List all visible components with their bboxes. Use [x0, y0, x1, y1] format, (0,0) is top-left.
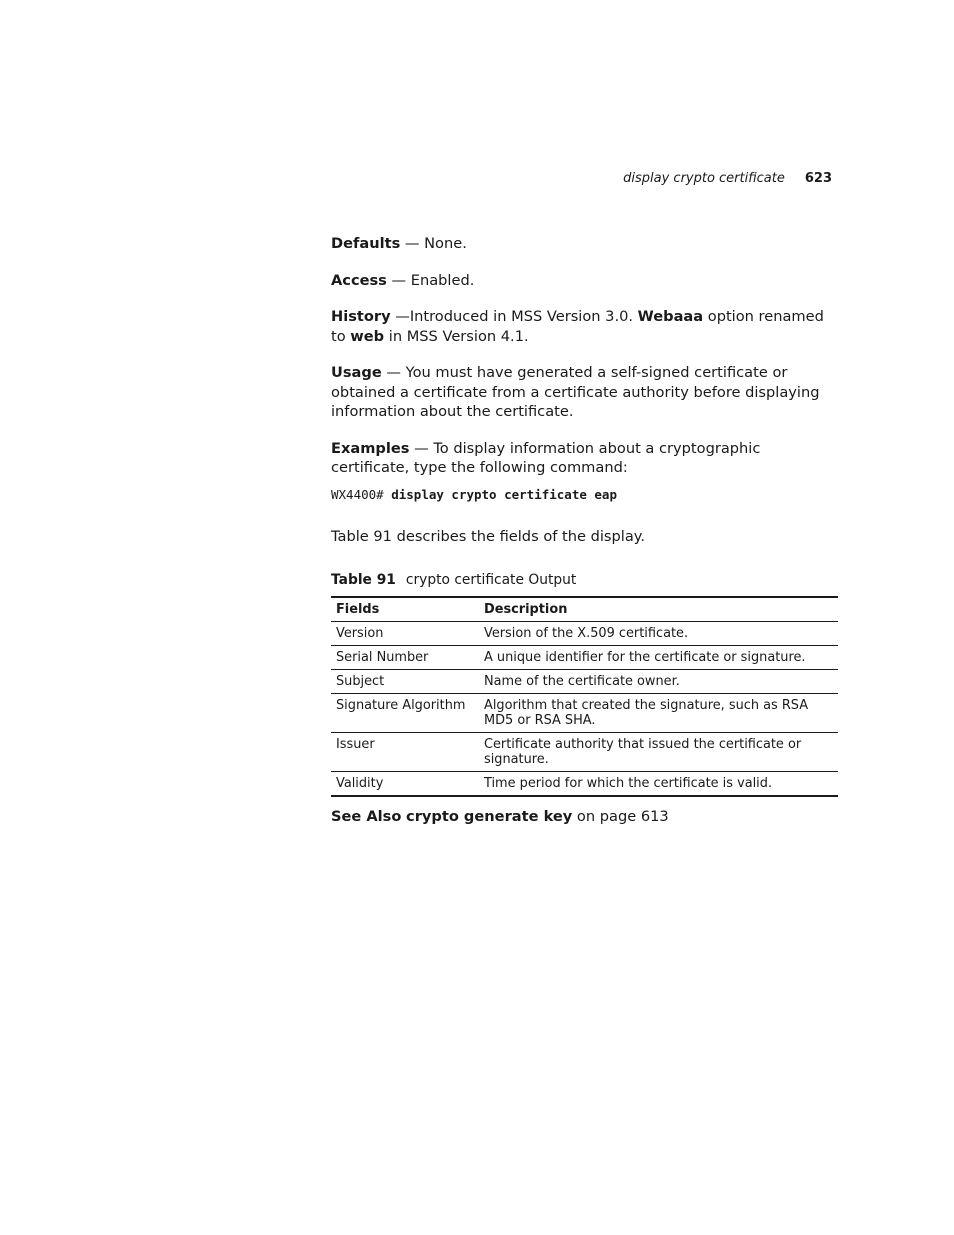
field-description: Name of the certificate owner.: [479, 670, 838, 694]
page-number: 623: [804, 171, 832, 186]
see-also: [331, 808, 839, 825]
defaults-text: — None.: [400, 235, 467, 252]
field-name: Validity: [336, 776, 384, 791]
table-caption-text: crypto certificate Output: [405, 572, 577, 588]
examples-paragraph: [331, 439, 839, 478]
field-description: Version of the X.509 certificate.: [479, 622, 838, 646]
field-name: Issuer: [331, 733, 479, 772]
command-prompt: WX4400#: [331, 486, 392, 502]
field-description: A unique identifier for the certificate or signature.: [479, 646, 838, 670]
table-row: [331, 622, 838, 646]
table-row: [331, 670, 838, 694]
access-text: — Enabled.: [386, 271, 475, 289]
fields-table: [331, 596, 838, 797]
page-content: [331, 234, 839, 825]
field-name: Serial Number: [331, 646, 479, 670]
history-paragraph: [331, 307, 839, 346]
examples-text: — To display information about a cryptographic certificate, type the following command:: [331, 439, 761, 476]
field-description: Certificate authority that issued the certificate or signature.: [479, 733, 838, 772]
access-label: Access: [331, 271, 387, 289]
header-title: display crypto certificate: [623, 171, 785, 186]
field-description: Time period for which the certificate is valid.: [484, 776, 773, 791]
column-header-description: Description: [479, 597, 838, 622]
access-paragraph: [331, 271, 839, 291]
defaults-paragraph: [331, 234, 839, 254]
table-intro: Table 91 describes the fields of the display.: [331, 527, 645, 545]
history-text-3: in MSS Version 4.1.: [384, 327, 529, 345]
table-row: [331, 772, 838, 797]
defaults-label: Defaults: [331, 235, 401, 252]
table-header-row: [331, 597, 838, 622]
history-text-2: option renamed to: [331, 308, 824, 345]
command-input: display crypto certificate eap: [391, 486, 617, 502]
field-name: Signature Algorithm: [331, 694, 479, 733]
see-also-link[interactable]: crypto generate key: [406, 808, 573, 825]
usage-paragraph: [331, 363, 839, 422]
column-header-fields: Fields: [331, 597, 479, 622]
field-description: Algorithm that created the signature, such as RSA MD5 or RSA SHA.: [479, 694, 838, 733]
examples-label: Examples: [331, 439, 410, 457]
field-name: Version: [331, 622, 479, 646]
see-also-page-ref: on page 613: [572, 808, 669, 825]
usage-text: — You must have generated a self-signed certificate or obtained a certificate from a certificate authority before displaying information about the certificate.: [331, 364, 820, 420]
field-name: Subject: [331, 670, 479, 694]
see-also-label: See Also: [331, 808, 402, 825]
table-row: [331, 646, 838, 670]
command-example: [331, 486, 839, 504]
usage-label: Usage: [331, 364, 382, 381]
table-row: [331, 694, 838, 733]
table-caption: [331, 572, 839, 588]
history-text-1: —Introduced in MSS Version 3.0.: [390, 308, 638, 325]
running-header: [623, 171, 832, 186]
table-caption-label: Table 91: [331, 572, 396, 588]
table-row: [331, 733, 838, 772]
history-old-option: Webaaa: [637, 308, 704, 325]
history-label: History: [331, 308, 391, 325]
history-new-option: web: [350, 327, 385, 345]
